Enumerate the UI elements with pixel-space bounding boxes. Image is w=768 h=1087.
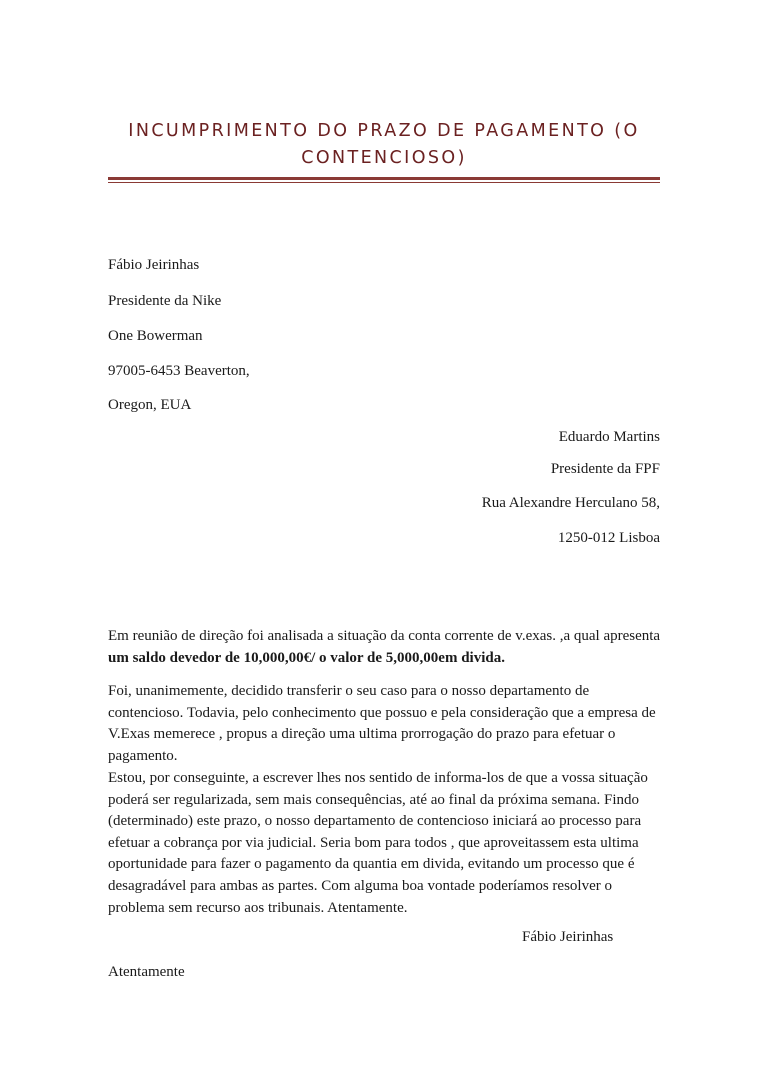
recipient-address-line-2: 97005-6453 Beaverton, (108, 363, 250, 379)
body-paragraph-3: Estou, por conseguinte, a escrever lhes nos sentido de informa-los de que a vossa situação poderá ser regularizada, sem mais consequências, até ao final da próxima semana. Findo (determinado) este prazo, o nosso departamento de contencioso iniciará ao processo para efetuar a cobrança por via judicial. Seria bom para todos , que aproveitassem esta ultima oportunidade para fazer o pagamento da quantia em divida, evitando um processo que é desagradável para ambas as partes. Com alguma boa vontade poderíamos resolver o problema sem recurso aos tribunais. Atentamente. (108, 770, 648, 916)
recipient-address-line-1: One Bowerman (108, 328, 203, 344)
sender-role: Presidente da FPF (550, 461, 660, 477)
body-paragraph-2: Foi, unanimemente, decidido transferir o seu caso para o nosso departamento de contencioso. Todavia, pelo conhecimento que possuo e pela consideração que a empresa de V.Exas memerece , propus a direção uma ultima prorrogação do prazo para efetuar o pagamento. (108, 683, 656, 764)
recipient-name: Fábio Jeirinhas (108, 257, 200, 273)
title-rule-thick (108, 177, 660, 180)
sender-address-line-1: Rua Alexandre Herculano 58, (481, 495, 660, 511)
sender-name: Eduardo Martins (558, 429, 660, 445)
body-paragraph-1 (108, 626, 668, 669)
recipient-role: Presidente da Nike (108, 293, 222, 309)
document-title: INCUMPRIMENTO DO PRAZO DE PAGAMENTO (O CONTENCIOSO) (128, 121, 640, 168)
paragraph-1-text: Em reunião de direção foi analisada a situação da conta corrente de v.exas. ,a qual apresenta (108, 628, 661, 644)
paragraph-1-bold-text: um saldo devedor de 10,000,00€/ o valor de 5,000,00em divida. (108, 649, 505, 666)
title-rule-thin (108, 182, 660, 183)
closing-text: Atentamente (108, 964, 185, 980)
signature-name: Fábio Jeirinhas (522, 929, 614, 945)
recipient-address-line-3: Oregon, EUA (108, 397, 192, 413)
sender-address-line-2: 1250-012 Lisboa (557, 530, 660, 546)
